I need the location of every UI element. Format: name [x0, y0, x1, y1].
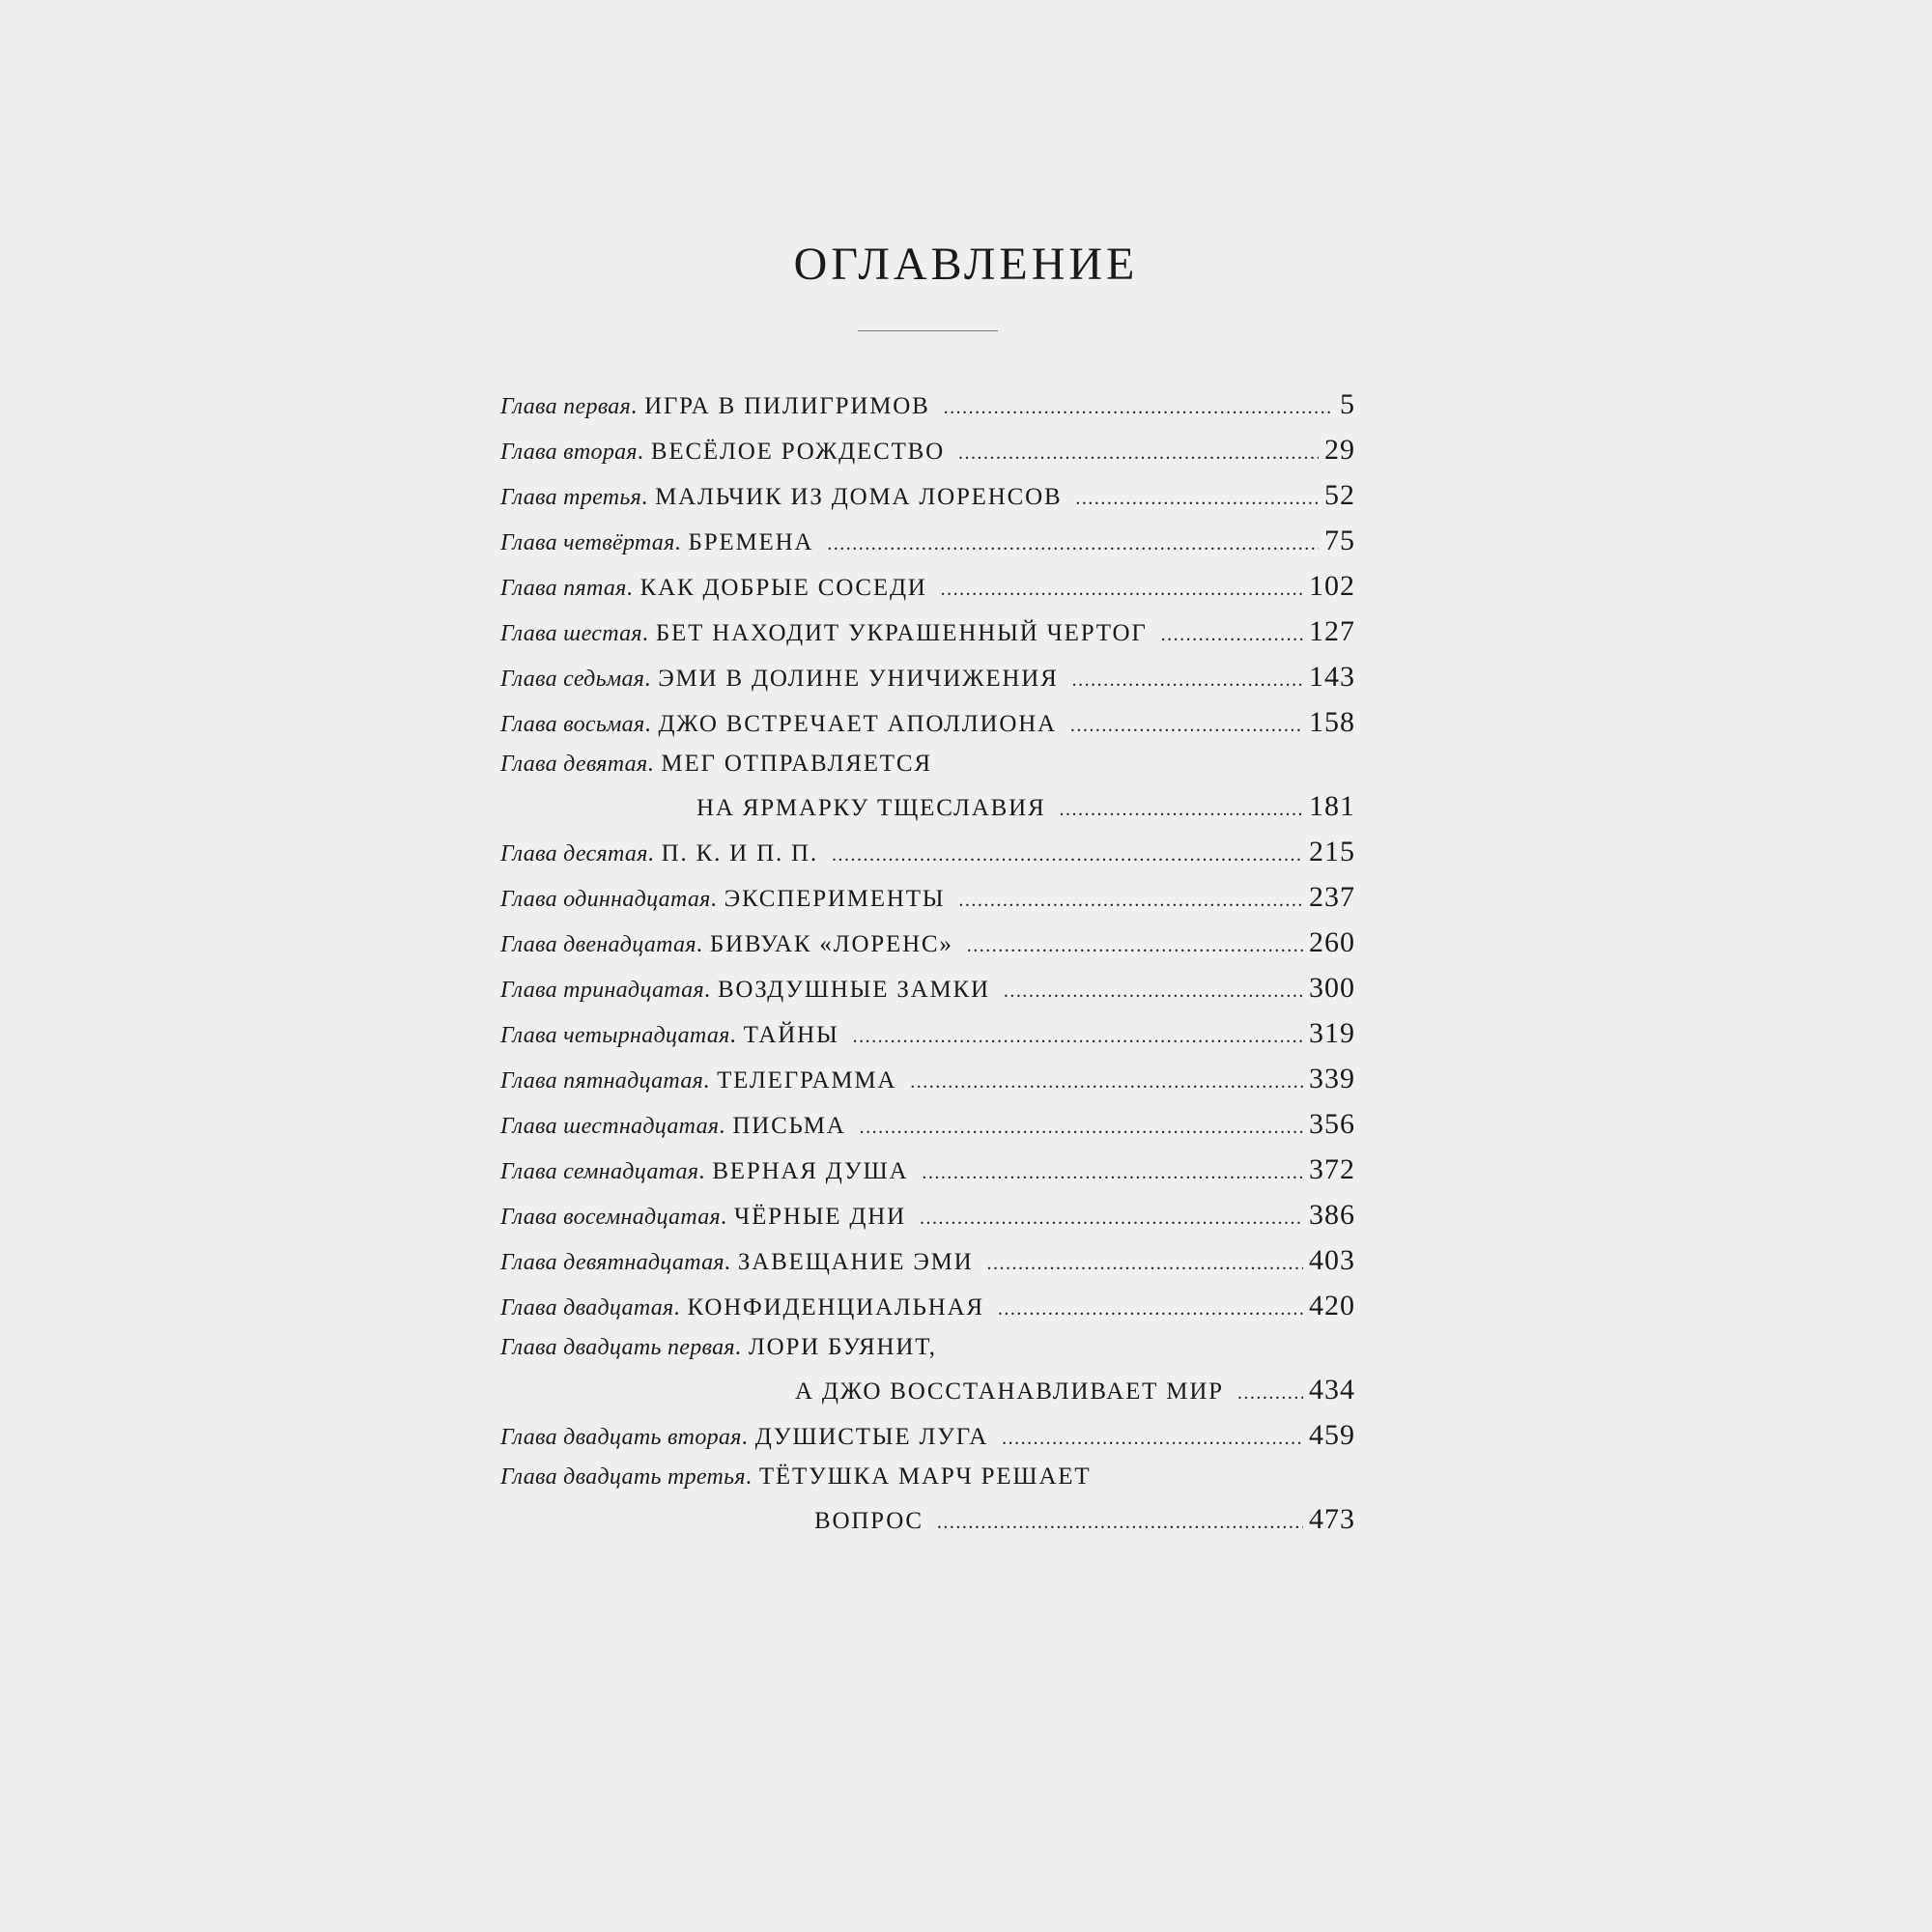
dot-leader [967, 923, 1303, 969]
dot-leader [1070, 703, 1303, 749]
chapter-label: Глава шестнадцатая [500, 1114, 720, 1139]
separator-period: . [647, 841, 654, 867]
separator-period: . [674, 530, 681, 555]
toc-entry-line [500, 829, 1355, 874]
page-number: 356 [1309, 1108, 1355, 1140]
page-number: 127 [1309, 615, 1355, 647]
chapter-title: ВЕРНАЯ ДУША [712, 1158, 909, 1184]
separator-period: . [644, 667, 651, 692]
toc-entry[interactable] [500, 1412, 1355, 1458]
separator-period: . [673, 1295, 680, 1321]
chapter-title: МЕГ ОТПРАВЛЯЕТСЯ [661, 751, 932, 777]
separator-period: . [644, 712, 651, 737]
toc-entry-line [500, 1328, 1355, 1367]
chapter-title: ЧЁРНЫЕ ДНИ [734, 1204, 906, 1230]
page-number: 260 [1309, 926, 1355, 958]
page-number: 339 [1309, 1063, 1355, 1094]
toc-entry-line [500, 874, 1355, 920]
toc-entry-line [500, 518, 1355, 563]
toc-entry[interactable] [500, 382, 1355, 427]
chapter-label: Глава третья [500, 485, 642, 510]
toc-entry-continuation [500, 1496, 1355, 1542]
chapter-title: БИВУАК «ЛОРЕНС» [709, 931, 953, 957]
toc-entry-line [500, 472, 1355, 518]
page-number: 434 [1309, 1374, 1355, 1406]
chapter-title: КОНФИДЕНЦИАЛЬНАЯ [687, 1294, 984, 1321]
chapter-label: Глава седьмая [500, 667, 645, 692]
toc-entry[interactable] [500, 1283, 1355, 1328]
chapter-label: Глава двадцатая [500, 1295, 674, 1321]
chapter-label: Глава восьмая [500, 712, 645, 737]
chapter-label: Глава восемнадцатая [500, 1205, 722, 1230]
chapter-label: Глава четвёртая [500, 530, 675, 555]
dot-leader [998, 1287, 1303, 1332]
toc-entry[interactable] [500, 609, 1355, 654]
chapter-title-continued: ВОПРОС [814, 1508, 923, 1534]
separator-period: . [741, 1425, 748, 1450]
page-number: 52 [1324, 479, 1355, 511]
separator-period: . [724, 1250, 730, 1275]
toc-entry-line [500, 965, 1355, 1010]
chapter-label: Глава четырнадцатая [500, 1023, 730, 1048]
toc-entry-line [500, 699, 1355, 745]
separator-period: . [721, 1205, 727, 1230]
page-number: 75 [1324, 525, 1355, 556]
chapter-title: ИГРА В ПИЛИГРИМОВ [644, 393, 930, 419]
chapter-title: ТАЙНЫ [743, 1022, 839, 1048]
toc-entry-continuation [500, 1367, 1355, 1412]
dot-leader [937, 1500, 1303, 1546]
dot-leader [910, 1060, 1303, 1105]
toc-entry[interactable] [500, 1056, 1355, 1101]
chapter-label: Глава двадцать первая [500, 1335, 735, 1360]
chapter-title: ЭКСПЕРИМЕНТЫ [724, 886, 946, 912]
page-number: 372 [1309, 1153, 1355, 1185]
chapter-title: ЗАВЕЩАНИЕ ЭМИ [737, 1249, 974, 1275]
chapter-label: Глава тринадцатая [500, 978, 704, 1003]
separator-period: . [745, 1464, 752, 1490]
dot-leader [832, 833, 1303, 878]
chapter-label: Глава двенадцатая [500, 932, 696, 957]
toc-entry-line [500, 1192, 1355, 1237]
separator-period: . [703, 978, 710, 1003]
toc-entry-line [500, 563, 1355, 609]
toc-entry[interactable] [500, 654, 1355, 699]
separator-period: . [641, 621, 648, 646]
chapter-title: БРЕМЕНА [688, 529, 814, 555]
toc-entry-line [500, 1101, 1355, 1147]
page-number: 102 [1309, 570, 1355, 602]
separator-period: . [647, 752, 654, 777]
chapter-label: Глава девятая [500, 752, 648, 777]
chapter-label: Глава первая [500, 394, 632, 419]
dot-leader [1002, 1416, 1303, 1462]
toc-entry[interactable] [500, 1458, 1355, 1542]
toc-entry[interactable] [500, 745, 1355, 829]
separator-period: . [696, 932, 702, 957]
chapter-title-continued: НА ЯРМАРКУ ТЩЕСЛАВИЯ [696, 795, 1046, 821]
toc-entry-continuation [500, 783, 1355, 829]
chapter-title: БЕТ НАХОДИТ УКРАШЕННЫЙ ЧЕРТОГ [655, 620, 1148, 646]
chapter-title-continued: А ДЖО ВОССТАНАВЛИВАЕТ МИР [795, 1378, 1224, 1405]
chapter-label: Глава шестая [500, 621, 642, 646]
toc-entry[interactable] [500, 1010, 1355, 1056]
table-of-contents [500, 382, 1355, 1542]
page-number: 403 [1309, 1244, 1355, 1276]
chapter-label: Глава десятая [500, 841, 648, 867]
toc-entry[interactable] [500, 427, 1355, 472]
toc-entry-line [500, 382, 1355, 427]
toc-entry[interactable] [500, 920, 1355, 965]
page-number: 5 [1340, 388, 1355, 420]
chapter-label: Глава двадцать третья [500, 1464, 746, 1490]
chapter-label: Глава семнадцатая [500, 1159, 699, 1184]
toc-entry[interactable] [500, 874, 1355, 920]
page-number: 300 [1309, 972, 1355, 1004]
chapter-label: Глава девятнадцатая [500, 1250, 724, 1275]
chapter-label: Глава двадцать вторая [500, 1425, 742, 1450]
dot-leader [958, 878, 1303, 923]
page-number: 386 [1309, 1199, 1355, 1231]
toc-entry[interactable] [500, 829, 1355, 874]
toc-entry[interactable] [500, 1147, 1355, 1192]
toc-entry[interactable] [500, 472, 1355, 518]
toc-entry[interactable] [500, 1192, 1355, 1237]
toc-entry[interactable] [500, 1328, 1355, 1412]
page-number: 237 [1309, 881, 1355, 913]
toc-entry[interactable] [500, 965, 1355, 1010]
dot-leader [1075, 476, 1319, 522]
chapter-title: ЭМИ В ДОЛИНЕ УНИЧИЖЕНИЯ [658, 666, 1059, 692]
page-number: 215 [1309, 836, 1355, 867]
page-number: 158 [1309, 706, 1355, 738]
chapter-title: ПИСЬМА [732, 1113, 846, 1139]
chapter-label: Глава вторая [500, 440, 638, 465]
dot-leader [922, 1151, 1303, 1196]
page-number: 181 [1309, 790, 1355, 822]
toc-entry-line [500, 1283, 1355, 1328]
toc-entry-line [500, 427, 1355, 472]
chapter-title: ТЁТУШКА МАРЧ РЕШАЕТ [758, 1463, 1092, 1490]
toc-entry[interactable] [500, 1237, 1355, 1283]
page-title: ОГЛАВЛЕНИЕ [793, 239, 1139, 290]
separator-period: . [698, 1159, 705, 1184]
page-number: 473 [1309, 1503, 1355, 1535]
dot-leader [941, 567, 1303, 612]
toc-entry-line [500, 1056, 1355, 1101]
toc-entry-line [500, 1412, 1355, 1458]
separator-period: . [626, 576, 633, 601]
dot-leader [827, 522, 1319, 567]
chapter-title: ЛОРИ БУЯНИТ, [748, 1334, 937, 1360]
toc-entry[interactable] [500, 699, 1355, 745]
page-number: 420 [1309, 1290, 1355, 1321]
dot-leader [860, 1105, 1303, 1151]
dot-leader [853, 1014, 1303, 1060]
chapter-title: П. К. И П. П. [661, 840, 818, 867]
dot-leader [958, 431, 1319, 476]
page-number: 143 [1309, 661, 1355, 693]
chapter-title: КАК ДОБРЫЕ СОСЕДИ [639, 575, 927, 601]
dot-leader [1004, 969, 1303, 1014]
chapter-label: Глава одиннадцатая [500, 887, 711, 912]
chapter-label: Глава пятнадцатая [500, 1068, 704, 1094]
toc-entry-line [500, 1458, 1355, 1496]
toc-entry-line [500, 609, 1355, 654]
toc-entry-line [500, 745, 1355, 783]
dot-leader [1072, 658, 1303, 703]
page-number: 319 [1309, 1017, 1355, 1049]
separator-period: . [719, 1114, 725, 1139]
dot-leader [920, 1196, 1303, 1241]
chapter-title: ВОЗДУШНЫЕ ЗАМКИ [717, 977, 990, 1003]
separator-period: . [729, 1023, 736, 1048]
toc-entry-line [500, 920, 1355, 965]
page-number: 29 [1324, 434, 1355, 466]
toc-entry[interactable] [500, 563, 1355, 609]
toc-entry-line [500, 654, 1355, 699]
separator-period: . [710, 887, 717, 912]
separator-period: . [631, 394, 638, 419]
title-divider [858, 330, 998, 331]
chapter-title: ВЕСЁЛОЕ РОЖДЕСТВО [650, 439, 945, 465]
chapter-title: ДЖО ВСТРЕЧАЕТ АПОЛЛИОНА [658, 711, 1057, 737]
dot-leader [1237, 1371, 1303, 1416]
separator-period: . [641, 485, 648, 510]
page-number: 459 [1309, 1419, 1355, 1451]
chapter-label: Глава пятая [500, 576, 627, 601]
separator-period: . [637, 440, 643, 465]
dot-leader [1059, 787, 1303, 833]
dot-leader [944, 385, 1330, 431]
chapter-title: МАЛЬЧИК ИЗ ДОМА ЛОРЕНСОВ [655, 484, 1063, 510]
dot-leader [987, 1241, 1303, 1287]
toc-entry-line [500, 1010, 1355, 1056]
chapter-title: ТЕЛЕГРАММА [717, 1067, 897, 1094]
toc-entry-line [500, 1147, 1355, 1192]
chapter-title: ДУШИСТЫЕ ЛУГА [754, 1424, 989, 1450]
separator-period: . [734, 1335, 741, 1360]
separator-period: . [703, 1068, 710, 1094]
toc-entry[interactable] [500, 518, 1355, 563]
toc-entry-line [500, 1237, 1355, 1283]
toc-entry[interactable] [500, 1101, 1355, 1147]
dot-leader [1161, 612, 1303, 658]
